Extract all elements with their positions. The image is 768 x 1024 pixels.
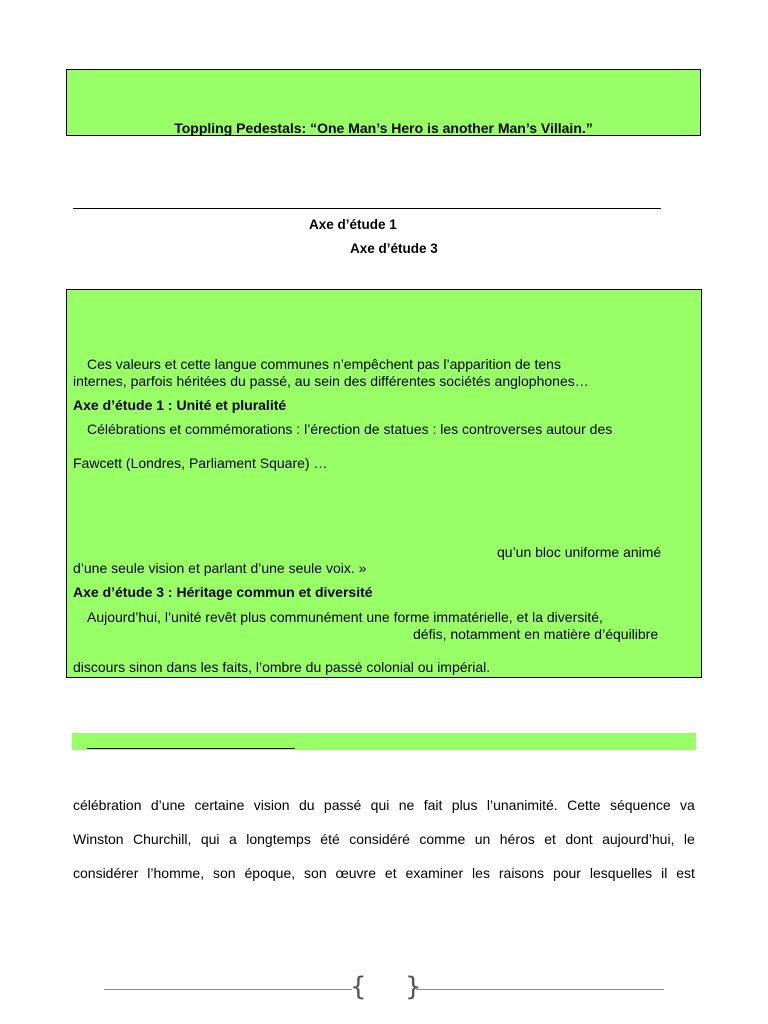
body-word: pour: [552, 865, 581, 881]
axe1-title: Axe d’étude 1 : Unité et pluralité: [73, 397, 287, 413]
body-word: considéré: [349, 831, 410, 847]
body-word: Cette: [567, 797, 601, 813]
section-heading-underline: [87, 748, 295, 749]
body-word: va: [680, 797, 695, 813]
body-word: héros: [499, 831, 535, 847]
body-word: le: [683, 831, 695, 847]
axe1-line-1: Célébrations et commémorations : l’érection de statues : les controverses autour des: [87, 421, 613, 437]
footer-rule-right: [416, 989, 664, 990]
axe1-line-2: Fawcett (Londres, Parliament Square) …: [73, 455, 328, 471]
body-word: passé: [323, 797, 362, 813]
body-word: il: [661, 865, 668, 881]
intro-line-1: Ces valeurs et cette langue communes n’empêchent pas l’apparition de tens: [87, 356, 561, 372]
title-box: [66, 69, 701, 136]
body-word: l’unanimité.: [486, 797, 558, 813]
body-word: Winston: [73, 831, 124, 847]
axe-heading-1: Axe d’étude 1: [309, 217, 397, 232]
body-word: un: [474, 831, 491, 847]
body-word: et: [544, 831, 556, 847]
body-word: raisons: [498, 865, 545, 881]
body-word: a: [228, 831, 237, 847]
body-word: lesquelles: [589, 865, 653, 881]
body-word: été: [320, 831, 340, 847]
body-word: du: [298, 797, 315, 813]
axe3-title: Axe d’étude 3 : Héritage commun et diversité: [73, 584, 373, 600]
body-word: certaine: [194, 797, 245, 813]
body-word: examiner: [405, 865, 464, 881]
intro-line-2: internes, parfois héritées du passé, au sein des différentes sociétés anglophones…: [73, 373, 589, 389]
body-word: qui: [200, 831, 220, 847]
body-word: son: [304, 865, 327, 881]
horizontal-rule: [73, 208, 661, 209]
body-word: son: [213, 865, 236, 881]
body-word: et: [384, 865, 397, 881]
body-line-1: [73, 797, 695, 813]
body-word: qui: [370, 797, 390, 813]
body-word: ne: [398, 797, 415, 813]
axes-content-box: [66, 289, 702, 678]
body-word: longtemps: [246, 831, 311, 847]
body-word: œuvre: [335, 865, 376, 881]
document-title: Toppling Pedestals: “One Man’s Hero is another Man’s Villain.”: [174, 120, 593, 136]
axe-heading-3: Axe d’étude 3: [350, 241, 438, 256]
body-word: considérer: [73, 865, 139, 881]
axe3-line-2: défis, notamment en matière d’équilibre: [413, 626, 659, 642]
axe3-line-3: discours sinon dans les faits, l’ombre du passé colonial ou impérial.: [73, 659, 491, 675]
body-word: séquence: [609, 797, 671, 813]
body-word: plus: [451, 797, 478, 813]
body-word: dont: [565, 831, 593, 847]
footer-right-bracket-icon: }: [405, 972, 422, 1002]
footer-rule-left: [104, 989, 352, 990]
body-word: les: [472, 865, 490, 881]
body-word: vision: [253, 797, 290, 813]
axe1-line-3: qu’un bloc uniforme animé: [497, 544, 662, 560]
body-word: comme: [419, 831, 466, 847]
body-line-2: [73, 831, 695, 847]
body-word: l’homme,: [147, 865, 205, 881]
axe1-line-4: d’une seule vision et parlant d’une seule voix. »: [73, 560, 367, 576]
body-word: aujourd’hui,: [602, 831, 675, 847]
body-word: époque,: [244, 865, 296, 881]
body-line-3: [73, 865, 695, 881]
footer-left-bracket-icon: {: [350, 972, 367, 1002]
body-word: fait: [423, 797, 443, 813]
body-word: Churchill,: [133, 831, 192, 847]
body-word: est: [676, 865, 695, 881]
body-word: célébration: [73, 797, 142, 813]
body-word: d’une: [150, 797, 186, 813]
axe3-line-1: Aujourd’hui, l’unité revêt plus communément une forme immatérielle, et la diversité,: [87, 609, 603, 625]
